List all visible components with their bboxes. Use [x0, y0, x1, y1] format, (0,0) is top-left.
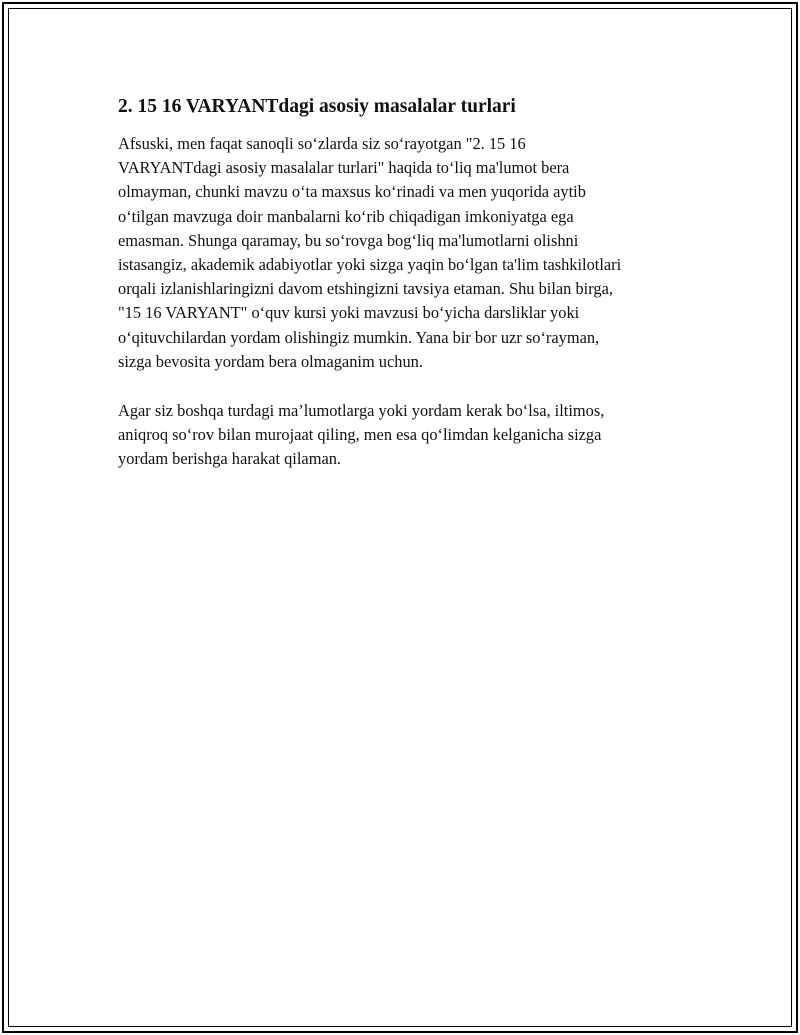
paragraph-2 [118, 399, 698, 472]
document-body [118, 95, 698, 497]
paragraph-line: orqali izlanishlaringizni davom etshingizni tavsiya etaman. Shu bilan birga, [118, 279, 613, 299]
paragraph-line: Agar siz boshqa turdagi ma’lumotlarga yoki yordam kerak bo‘lsa, iltimos, [118, 401, 605, 421]
paragraph-1 [118, 132, 698, 374]
paragraph-line: emasman. Shunga qaramay, bu so‘rovga bog‘liq ma'lumotlarni olishni [118, 230, 579, 250]
paragraph-line: o‘tilgan mavzuga doir manbalarni ko‘rib chiqadigan imkoniyatga ega [118, 206, 574, 226]
paragraph-line: VARYANTdagi asosiy masalalar turlari" haqida to‘liq ma'lumot bera [118, 158, 570, 178]
paragraph-line: o‘qituvchilardan yordam olishingiz mumkin. Yana bir bor uzr so‘rayman, [118, 327, 600, 347]
paragraph-line: sizga bevosita yordam bera olmaganim uchun. [118, 351, 423, 371]
paragraph-line: olmayman, chunki mavzu o‘ta maxsus ko‘rinadi va men yuqorida aytib [118, 182, 586, 202]
paragraph-line: "15 16 VARYANT" o‘quv kursi yoki mavzusi bo‘yicha darsliklar yoki [118, 303, 580, 323]
document-title: 2. 15 16 VARYANTdagi asosiy masalalar turlari [118, 96, 516, 117]
paragraph-line: Afsuski, men faqat sanoqli so‘zlarda siz so‘rayotgan "2. 15 16 [118, 134, 526, 153]
paragraph-line: istasangiz, akademik adabiyotlar yoki sizga yaqin bo‘lgan ta'lim tashkilotlari [118, 255, 622, 275]
paragraph-line: aniqroq so‘rov bilan murojaat qiling, men esa qo‘limdan kelganicha sizga [118, 425, 602, 445]
paragraph-line: yordam berishga harakat qilaman. [118, 449, 342, 469]
